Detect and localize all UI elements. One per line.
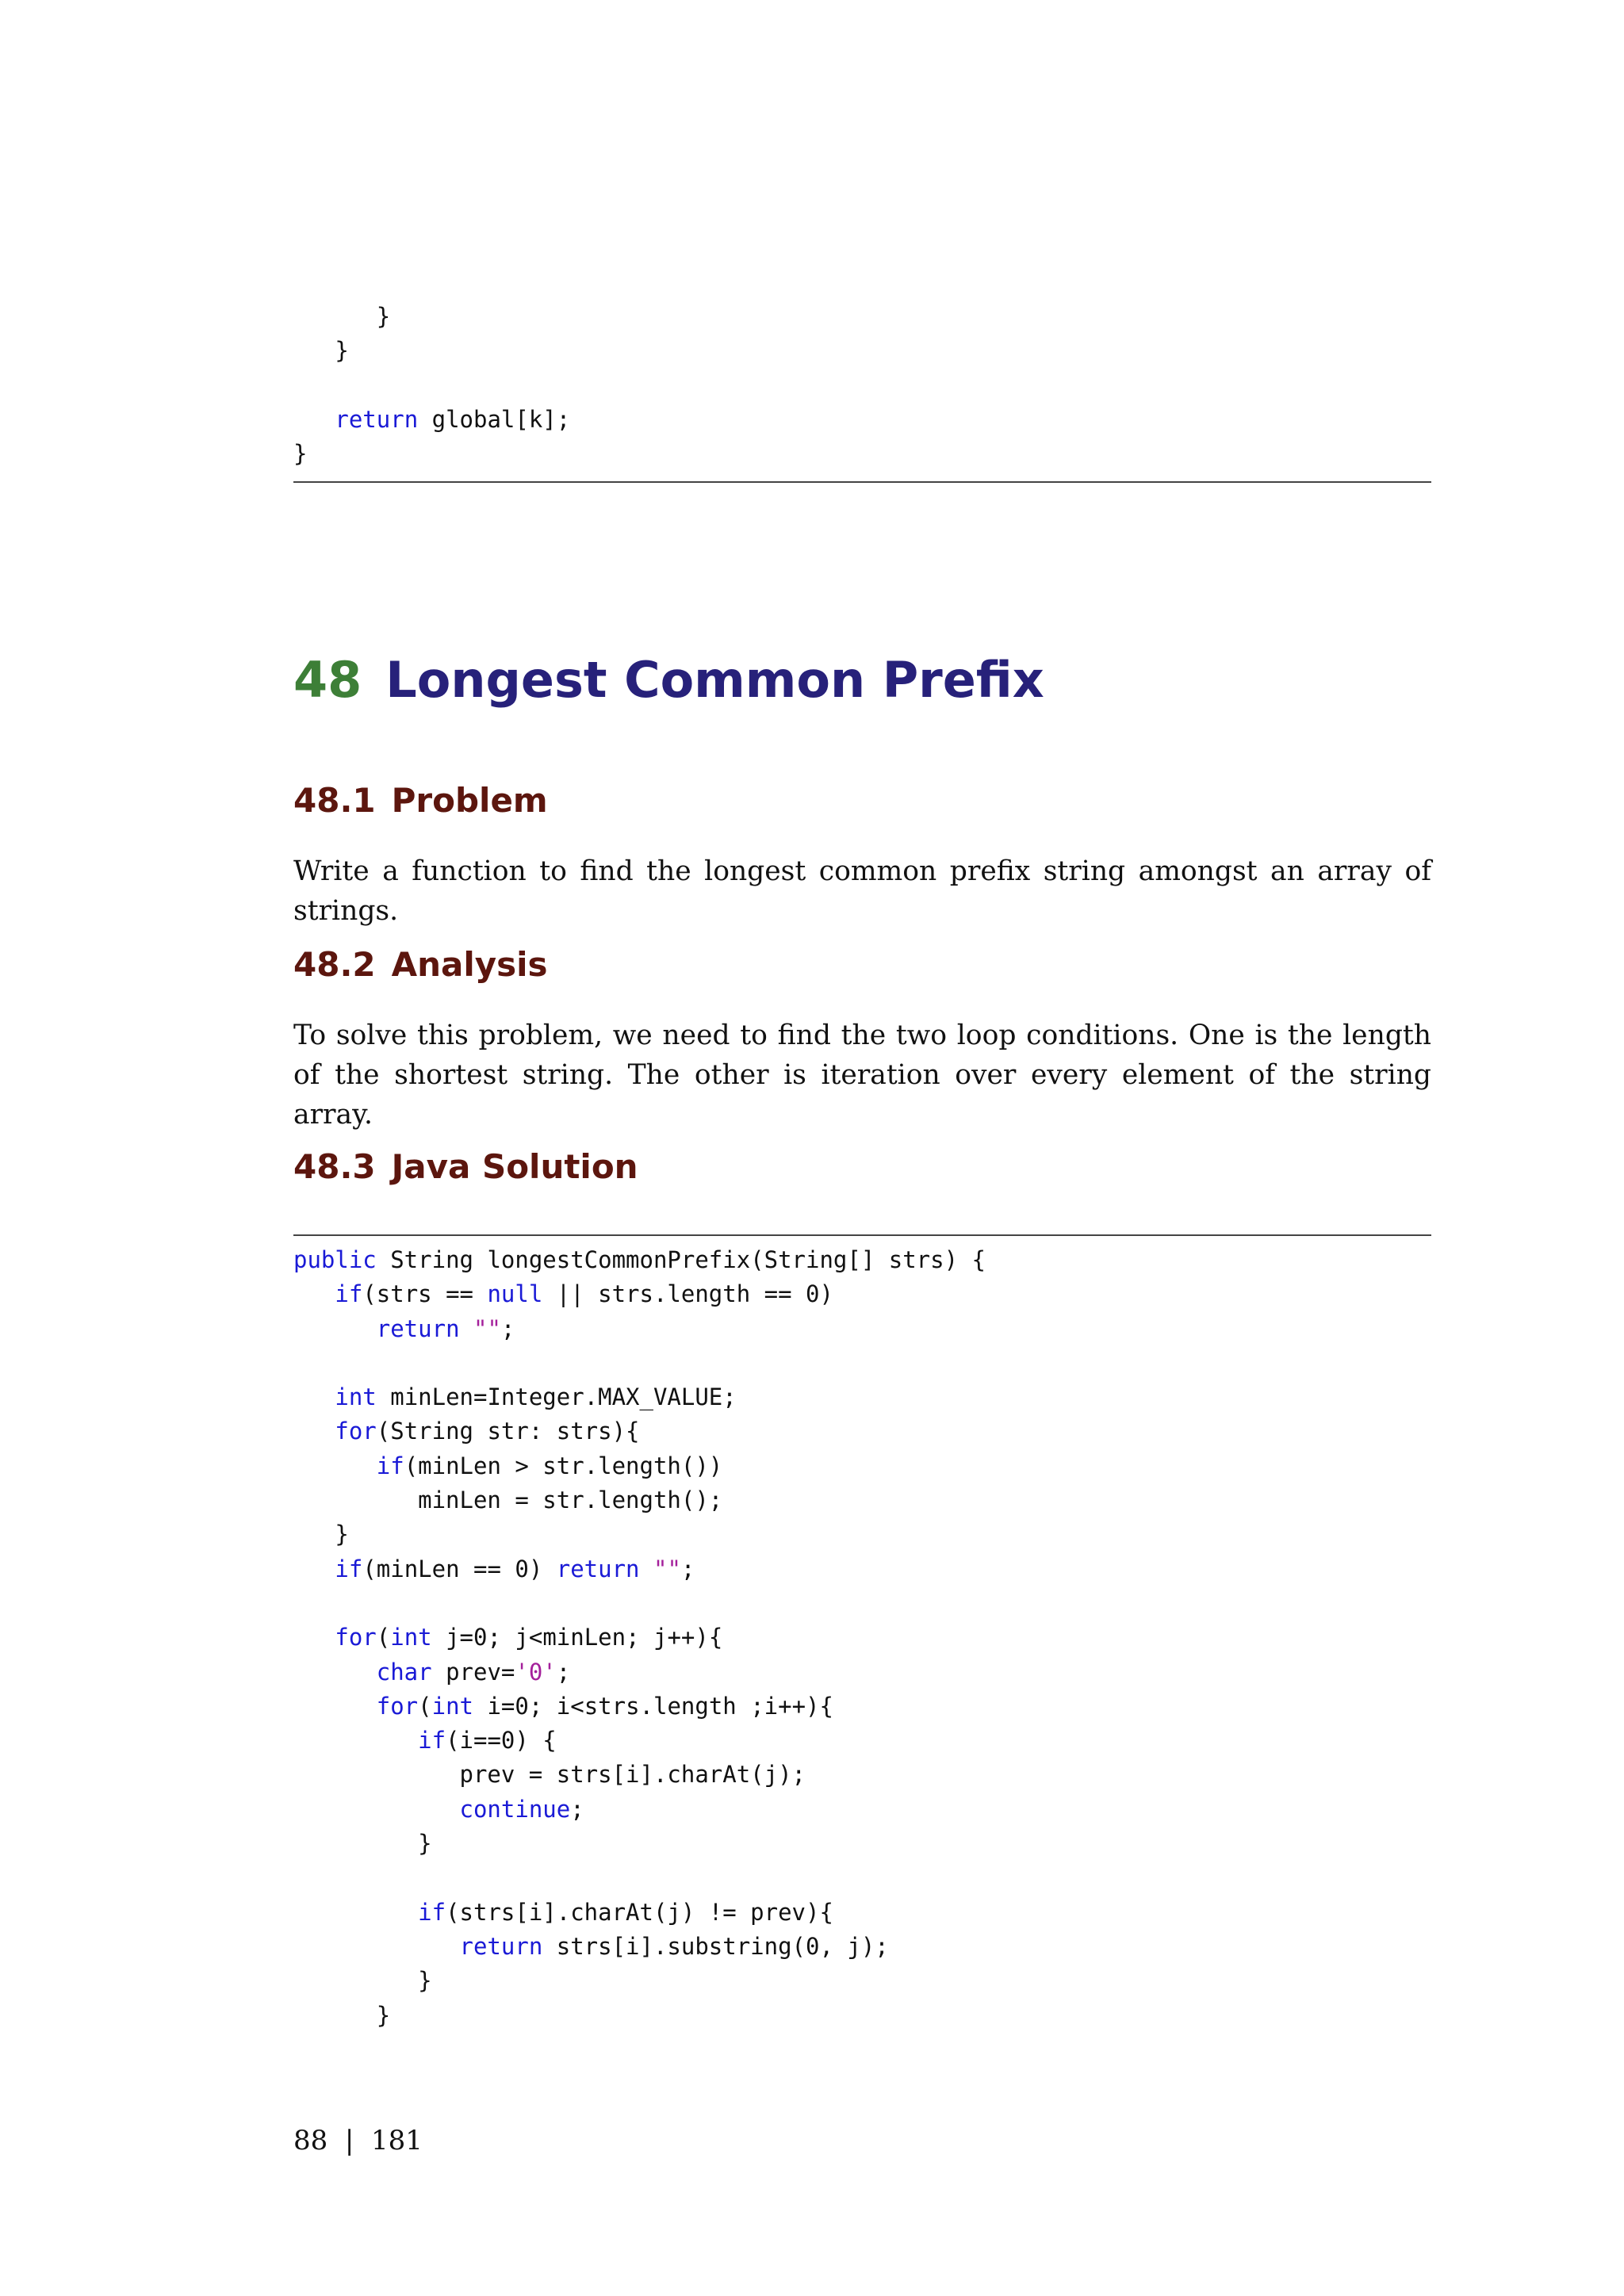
page-number: 88 xyxy=(293,2125,328,2156)
code-line: } xyxy=(293,2001,391,2029)
section-heading-analysis xyxy=(293,943,548,987)
code-line: public String longestCommonPrefix(String[] strs) { xyxy=(293,1246,986,1273)
code-listing-start-rule xyxy=(293,1234,1431,1236)
section-title: Analysis xyxy=(391,945,548,984)
chapter-title: Longest Common Prefix xyxy=(385,651,1044,709)
code-line: for(int j=0; j<minLen; j++){ xyxy=(335,1624,723,1651)
total-pages: 181 xyxy=(370,2125,423,2156)
code-line: prev = strs[i].charAt(j); xyxy=(293,1761,806,1789)
code-line: return ""; xyxy=(376,1314,515,1342)
section-title: Java Solution xyxy=(391,1147,638,1186)
code-line: } xyxy=(293,337,349,365)
page-separator: | xyxy=(344,2125,354,2156)
code-listing-end-rule xyxy=(293,481,1431,483)
code-line: for(String str: strs){ xyxy=(335,1418,640,1445)
analysis-paragraph: To solve this problem, we need to find the two loop conditions. One is the length of the shortest string. The other is iteration over every element of the string array. xyxy=(293,1020,1431,1131)
code-line: minLen = str.length(); xyxy=(293,1487,723,1514)
java-solution-code-listing xyxy=(293,1243,986,2033)
code-line: if(minLen > str.length()) xyxy=(376,1452,723,1479)
code-line: } xyxy=(293,1830,432,1858)
chapter-heading xyxy=(293,649,1044,712)
section-number: 48.3 xyxy=(293,1147,376,1186)
code-line: if(minLen == 0) return ""; xyxy=(335,1555,695,1582)
code-line: char prev='0'; xyxy=(376,1658,571,1686)
code-line: if(i==0) { xyxy=(418,1727,557,1755)
code-line: continue; xyxy=(459,1795,584,1823)
code-line: } xyxy=(293,440,308,468)
code-line: for(int i=0; i<strs.length ;i++){ xyxy=(376,1692,833,1720)
page-footer xyxy=(293,2122,423,2160)
code-line: } xyxy=(293,1521,349,1548)
section-number: 48.2 xyxy=(293,945,376,984)
code-line: return global[k]; xyxy=(335,405,571,433)
code-line: if(strs[i].charAt(j) != prev){ xyxy=(418,1898,833,1926)
code-line: } xyxy=(293,303,391,330)
section-title: Problem xyxy=(391,781,548,820)
previous-code-listing xyxy=(293,300,570,471)
code-line: if(strs == null || strs.length == 0) xyxy=(335,1280,833,1308)
section-heading-problem xyxy=(293,779,548,823)
section-heading-java-solution xyxy=(293,1145,638,1189)
code-line: } xyxy=(293,1967,432,1995)
chapter-number: 48 xyxy=(293,651,362,709)
problem-paragraph: Write a function to find the longest common prefix string amongst an array of strings. xyxy=(293,855,1431,927)
code-line: return strs[i].substring(0, j); xyxy=(459,1932,889,1960)
section-number: 48.1 xyxy=(293,781,376,820)
code-line: int minLen=Integer.MAX_VALUE; xyxy=(335,1383,737,1411)
